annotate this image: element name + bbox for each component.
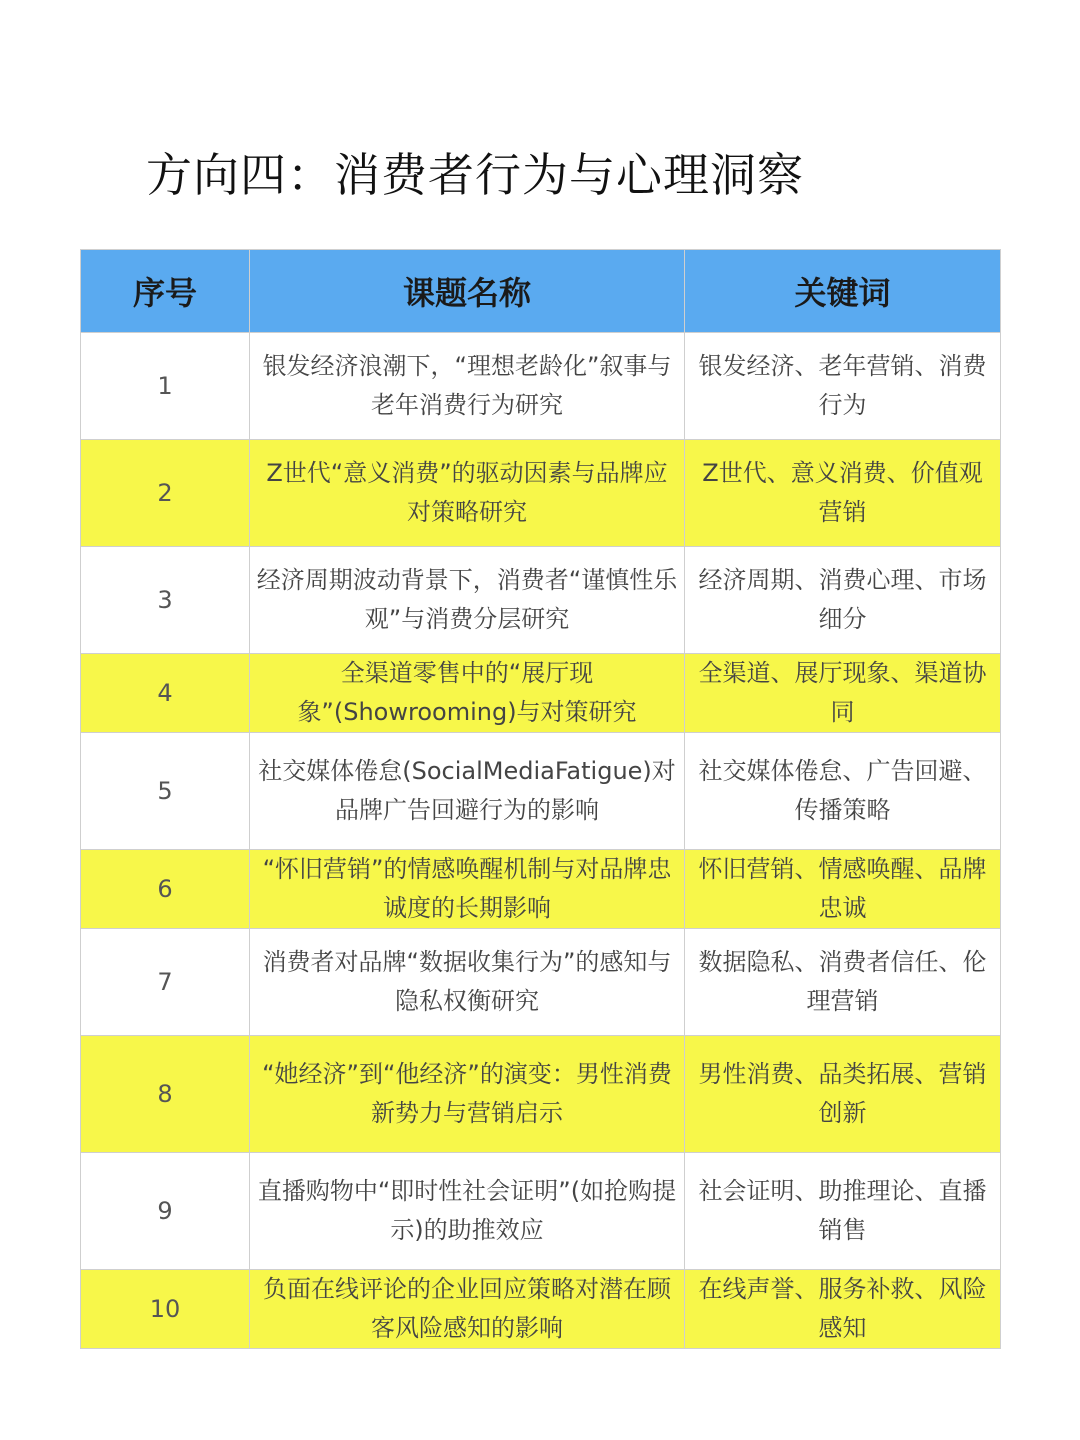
row-topic: 直播购物中“即时性社会证明”(如抢购提示)的助推效应 <box>250 1153 685 1270</box>
row-topic: 消费者对品牌“数据收集行为”的感知与隐私权衡研究 <box>250 929 685 1036</box>
header-index: 序号 <box>81 250 250 333</box>
table-row <box>81 929 1001 1036</box>
row-index: 9 <box>81 1153 250 1270</box>
row-index: 8 <box>81 1036 250 1153</box>
table-row <box>81 440 1001 547</box>
row-index: 4 <box>81 654 250 733</box>
row-index: 2 <box>81 440 250 547</box>
table-row <box>81 654 1001 733</box>
row-keywords: 银发经济、老年营销、消费行为 <box>685 333 1001 440</box>
page-title: 方向四：消费者行为与心理洞察 <box>146 147 804 202</box>
row-topic: 负面在线评论的企业回应策略对潜在顾客风险感知的影响 <box>250 1270 685 1349</box>
row-topic: “她经济”到“他经济”的演变：男性消费新势力与营销启示 <box>250 1036 685 1153</box>
table-row <box>81 547 1001 654</box>
row-keywords: 怀旧营销、情感唤醒、品牌忠诚 <box>685 850 1001 929</box>
row-topic: “怀旧营销”的情感唤醒机制与对品牌忠诚度的长期影响 <box>250 850 685 929</box>
row-keywords: 数据隐私、消费者信任、伦理营销 <box>685 929 1001 1036</box>
row-index: 6 <box>81 850 250 929</box>
topics-table <box>80 249 1001 1349</box>
row-index: 7 <box>81 929 250 1036</box>
table-row <box>81 1270 1001 1349</box>
row-keywords: 男性消费、品类拓展、营销创新 <box>685 1036 1001 1153</box>
header-keywords: 关键词 <box>685 250 1001 333</box>
row-keywords: Z世代、意义消费、价值观营销 <box>685 440 1001 547</box>
row-index: 3 <box>81 547 250 654</box>
row-topic: Z世代“意义消费”的驱动因素与品牌应对策略研究 <box>250 440 685 547</box>
row-keywords: 社会证明、助推理论、直播销售 <box>685 1153 1001 1270</box>
row-index: 1 <box>81 333 250 440</box>
row-topic: 社交媒体倦怠(SocialMediaFatigue)对品牌广告回避行为的影响 <box>250 733 685 850</box>
table-row <box>81 733 1001 850</box>
header-topic: 课题名称 <box>250 250 685 333</box>
row-index: 10 <box>81 1270 250 1349</box>
row-index: 5 <box>81 733 250 850</box>
row-keywords: 社交媒体倦怠、广告回避、传播策略 <box>685 733 1001 850</box>
table-row <box>81 1036 1001 1153</box>
table-row <box>81 333 1001 440</box>
row-topic: 银发经济浪潮下，“理想老龄化”叙事与老年消费行为研究 <box>250 333 685 440</box>
row-keywords: 全渠道、展厅现象、渠道协同 <box>685 654 1001 733</box>
table-row <box>81 850 1001 929</box>
row-topic: 全渠道零售中的“展厅现象”(Showrooming)与对策研究 <box>250 654 685 733</box>
row-topic: 经济周期波动背景下，消费者“谨慎性乐观”与消费分层研究 <box>250 547 685 654</box>
table-header-row <box>81 250 1001 333</box>
row-keywords: 在线声誉、服务补救、风险感知 <box>685 1270 1001 1349</box>
row-keywords: 经济周期、消费心理、市场细分 <box>685 547 1001 654</box>
table-row <box>81 1153 1001 1270</box>
